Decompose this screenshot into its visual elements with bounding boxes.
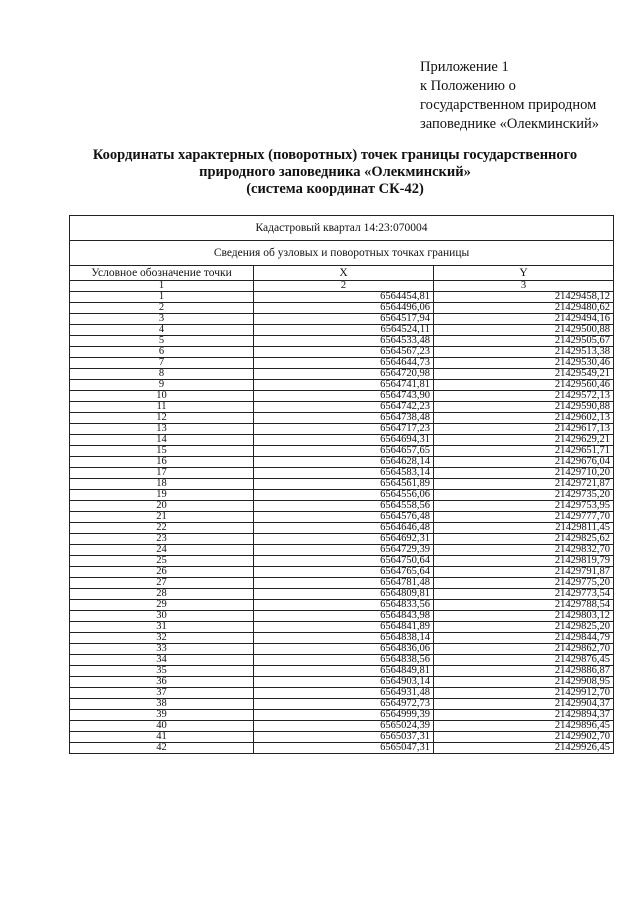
x-coordinate: 6564999,39 [254,710,434,721]
y-coordinate: 21429494,16 [434,314,614,325]
x-coordinate: 6564717,23 [254,424,434,435]
column-header-x: X [254,266,434,281]
table-row [70,468,614,479]
y-coordinate: 21429832,70 [434,545,614,556]
x-coordinate: 6564644,73 [254,358,434,369]
y-coordinate: 21429912,70 [434,688,614,699]
y-coordinate: 21429458,12 [434,292,614,303]
x-coordinate: 6564583,14 [254,468,434,479]
table-row [70,556,614,567]
point-number: 39 [70,710,254,721]
table-row [70,358,614,369]
point-number: 3 [70,314,254,325]
table-row [70,435,614,446]
point-number: 8 [70,369,254,380]
x-coordinate: 6564517,94 [254,314,434,325]
table-row [70,336,614,347]
y-coordinate: 21429862,70 [434,644,614,655]
y-coordinate: 21429896,45 [434,721,614,732]
table-row [70,743,614,754]
point-number: 1 [70,292,254,303]
table-row [70,501,614,512]
title-line: (система координат СК-42) [246,181,424,197]
table-row [70,732,614,743]
title-line: природного заповедника «Олекминский» [199,164,471,180]
x-coordinate: 6564646,48 [254,523,434,534]
table-row [70,347,614,358]
y-coordinate: 21429560,46 [434,380,614,391]
y-coordinate: 21429825,62 [434,534,614,545]
y-coordinate: 21429753,95 [434,501,614,512]
x-coordinate: 6564454,81 [254,292,434,303]
table-row [70,325,614,336]
y-coordinate: 21429886,87 [434,666,614,677]
table-row [70,666,614,677]
table-row [70,622,614,633]
point-number: 40 [70,721,254,732]
x-coordinate: 6564720,98 [254,369,434,380]
x-coordinate: 6564524,11 [254,325,434,336]
table-row [70,457,614,468]
table-row [70,391,614,402]
table-row [70,578,614,589]
point-number: 23 [70,534,254,545]
section-row [70,241,614,266]
y-coordinate: 21429735,20 [434,490,614,501]
x-coordinate: 6564781,48 [254,578,434,589]
appendix-line: Приложение 1 [420,59,509,75]
x-coordinate: 6564849,81 [254,666,434,677]
x-coordinate: 6564558,56 [254,501,434,512]
column-number: 2 [254,281,434,292]
point-number: 29 [70,600,254,611]
x-coordinate: 6564692,31 [254,534,434,545]
y-coordinate: 21429803,12 [434,611,614,622]
point-number: 12 [70,413,254,424]
y-coordinate: 21429721,87 [434,479,614,490]
point-number: 26 [70,567,254,578]
point-number: 11 [70,402,254,413]
point-number: 34 [70,655,254,666]
x-coordinate: 6564833,56 [254,600,434,611]
y-coordinate: 21429505,67 [434,336,614,347]
x-coordinate: 6564903,14 [254,677,434,688]
point-number: 25 [70,556,254,567]
y-coordinate: 21429894,37 [434,710,614,721]
point-number: 36 [70,677,254,688]
y-coordinate: 21429775,20 [434,578,614,589]
table-row [70,413,614,424]
x-coordinate: 6564843,98 [254,611,434,622]
x-coordinate: 6565037,31 [254,732,434,743]
x-coordinate: 6564838,14 [254,633,434,644]
table-row [70,292,614,303]
table-row [70,512,614,523]
appendix-line: к Положению о [420,78,516,94]
column-number: 3 [434,281,614,292]
y-coordinate: 21429811,45 [434,523,614,534]
table-row [70,567,614,578]
x-coordinate: 6564556,06 [254,490,434,501]
y-coordinate: 21429825,20 [434,622,614,633]
table-row [70,655,614,666]
appendix-line: заповеднике «Олекминский» [420,116,600,132]
point-number: 7 [70,358,254,369]
table-row [70,677,614,688]
point-number: 10 [70,391,254,402]
point-number: 37 [70,688,254,699]
table-row [70,534,614,545]
y-coordinate: 21429788,54 [434,600,614,611]
point-number: 21 [70,512,254,523]
table-row [70,369,614,380]
x-coordinate: 6564496,06 [254,303,434,314]
x-coordinate: 6564741,81 [254,380,434,391]
y-coordinate: 21429549,21 [434,369,614,380]
point-number: 9 [70,380,254,391]
point-number: 16 [70,457,254,468]
point-number: 13 [70,424,254,435]
point-number: 15 [70,446,254,457]
section-title: Сведения об узловых и поворотных точках границы [70,241,614,266]
x-coordinate: 6564972,73 [254,699,434,710]
table-row [70,611,614,622]
y-coordinate: 21429926,45 [434,743,614,754]
point-number: 4 [70,325,254,336]
table-row [70,644,614,655]
table-row [70,424,614,435]
appendix-header [420,58,630,134]
point-number: 33 [70,644,254,655]
y-coordinate: 21429773,54 [434,589,614,600]
y-coordinate: 21429777,70 [434,512,614,523]
point-number: 42 [70,743,254,754]
point-number: 6 [70,347,254,358]
y-coordinate: 21429819,79 [434,556,614,567]
title-line: Координаты характерных (поворотных) точек границы государственного [92,147,578,163]
y-coordinate: 21429513,38 [434,347,614,358]
cadastral-quarter: Кадастровый квартал 14:23:070004 [70,216,614,241]
y-coordinate: 21429902,70 [434,732,614,743]
x-coordinate: 6564750,64 [254,556,434,567]
coordinates-table [69,215,614,754]
column-header-y: Y [434,266,614,281]
y-coordinate: 21429876,45 [434,655,614,666]
point-number: 27 [70,578,254,589]
column-number-row [70,281,614,292]
table-row [70,314,614,325]
y-coordinate: 21429590,88 [434,402,614,413]
point-number: 20 [70,501,254,512]
table-row [70,589,614,600]
point-number: 2 [70,303,254,314]
x-coordinate: 6564841,89 [254,622,434,633]
y-coordinate: 21429500,88 [434,325,614,336]
point-number: 35 [70,666,254,677]
point-number: 28 [70,589,254,600]
x-coordinate: 6565024,39 [254,721,434,732]
point-number: 31 [70,622,254,633]
table-row [70,710,614,721]
x-coordinate: 6564533,48 [254,336,434,347]
point-number: 32 [70,633,254,644]
y-coordinate: 21429629,21 [434,435,614,446]
point-number: 30 [70,611,254,622]
point-number: 17 [70,468,254,479]
y-coordinate: 21429530,46 [434,358,614,369]
y-coordinate: 21429710,20 [434,468,614,479]
point-number: 14 [70,435,254,446]
x-coordinate: 6564694,31 [254,435,434,446]
x-coordinate: 6564743,90 [254,391,434,402]
point-number: 19 [70,490,254,501]
x-coordinate: 6564628,14 [254,457,434,468]
document-title [60,147,610,198]
table-row [70,600,614,611]
y-coordinate: 21429572,13 [434,391,614,402]
column-header-point: Условное обозначение точки [70,266,254,281]
x-coordinate: 6564931,48 [254,688,434,699]
x-coordinate: 6564738,48 [254,413,434,424]
y-coordinate: 21429617,13 [434,424,614,435]
table-row [70,523,614,534]
point-number: 18 [70,479,254,490]
table-row [70,479,614,490]
table-row [70,402,614,413]
point-number: 41 [70,732,254,743]
x-coordinate: 6564838,56 [254,655,434,666]
y-coordinate: 21429904,37 [434,699,614,710]
x-coordinate: 6564567,23 [254,347,434,358]
x-coordinate: 6564561,89 [254,479,434,490]
column-header-row [70,266,614,281]
point-number: 24 [70,545,254,556]
x-coordinate: 6564742,23 [254,402,434,413]
point-number: 38 [70,699,254,710]
point-number: 5 [70,336,254,347]
table-row [70,721,614,732]
column-number: 1 [70,281,254,292]
table-row [70,446,614,457]
x-coordinate: 6564729,39 [254,545,434,556]
table-row [70,699,614,710]
appendix-line: государственном природном [420,97,597,113]
y-coordinate: 21429602,13 [434,413,614,424]
point-number: 22 [70,523,254,534]
y-coordinate: 21429908,95 [434,677,614,688]
quarter-row [70,216,614,241]
table-row [70,490,614,501]
y-coordinate: 21429676,04 [434,457,614,468]
y-coordinate: 21429651,71 [434,446,614,457]
x-coordinate: 6564836,06 [254,644,434,655]
table-row [70,545,614,556]
table-row [70,633,614,644]
x-coordinate: 6564657,65 [254,446,434,457]
table-row [70,303,614,314]
x-coordinate: 6564576,48 [254,512,434,523]
x-coordinate: 6564809,81 [254,589,434,600]
y-coordinate: 21429791,87 [434,567,614,578]
x-coordinate: 6565047,31 [254,743,434,754]
x-coordinate: 6564765,64 [254,567,434,578]
y-coordinate: 21429844,79 [434,633,614,644]
table-row [70,380,614,391]
y-coordinate: 21429480,62 [434,303,614,314]
table-row [70,688,614,699]
